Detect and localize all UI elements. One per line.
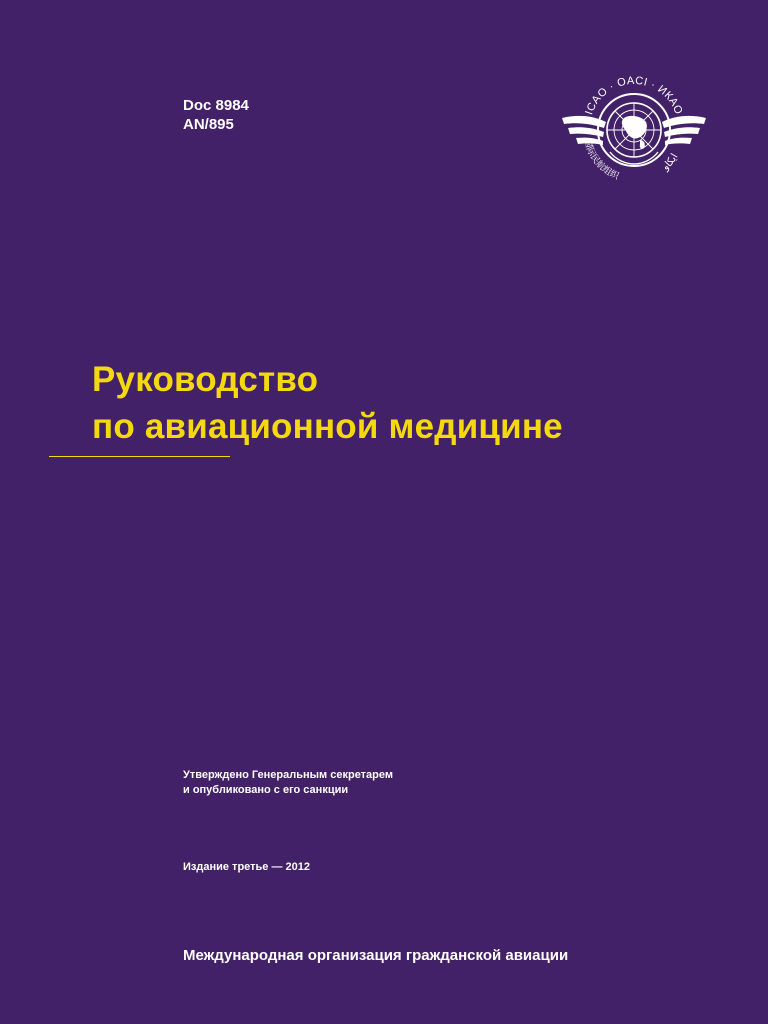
title-divider: [49, 456, 230, 457]
approval-line-2: и опубликовано с его санкции: [183, 784, 349, 796]
icao-emblem-icon: [554, 56, 714, 196]
page-title: [92, 356, 563, 450]
title-line-1: Руководство: [92, 360, 319, 399]
document-number: [183, 96, 249, 134]
logo-arabic-text: ايكاو: [660, 151, 681, 173]
organization-name: Международная организация гражданской авиации: [183, 947, 569, 964]
title-line-2: по авиационной медицине: [92, 407, 563, 446]
logo-chinese-text: 国际民航组织: [581, 137, 621, 183]
approval-statement: [183, 768, 393, 798]
approval-line-1: Утверждено Генеральным секретарем: [183, 769, 393, 781]
edition-info: Издание третье — 2012: [183, 861, 310, 873]
an-number-line: AN/895: [183, 116, 234, 133]
doc-number-line: Doc 8984: [183, 97, 249, 114]
svg-text:ايكاو: [660, 152, 681, 174]
logo-ring-text: ICAO · OACI · ИКАО: [583, 74, 685, 117]
